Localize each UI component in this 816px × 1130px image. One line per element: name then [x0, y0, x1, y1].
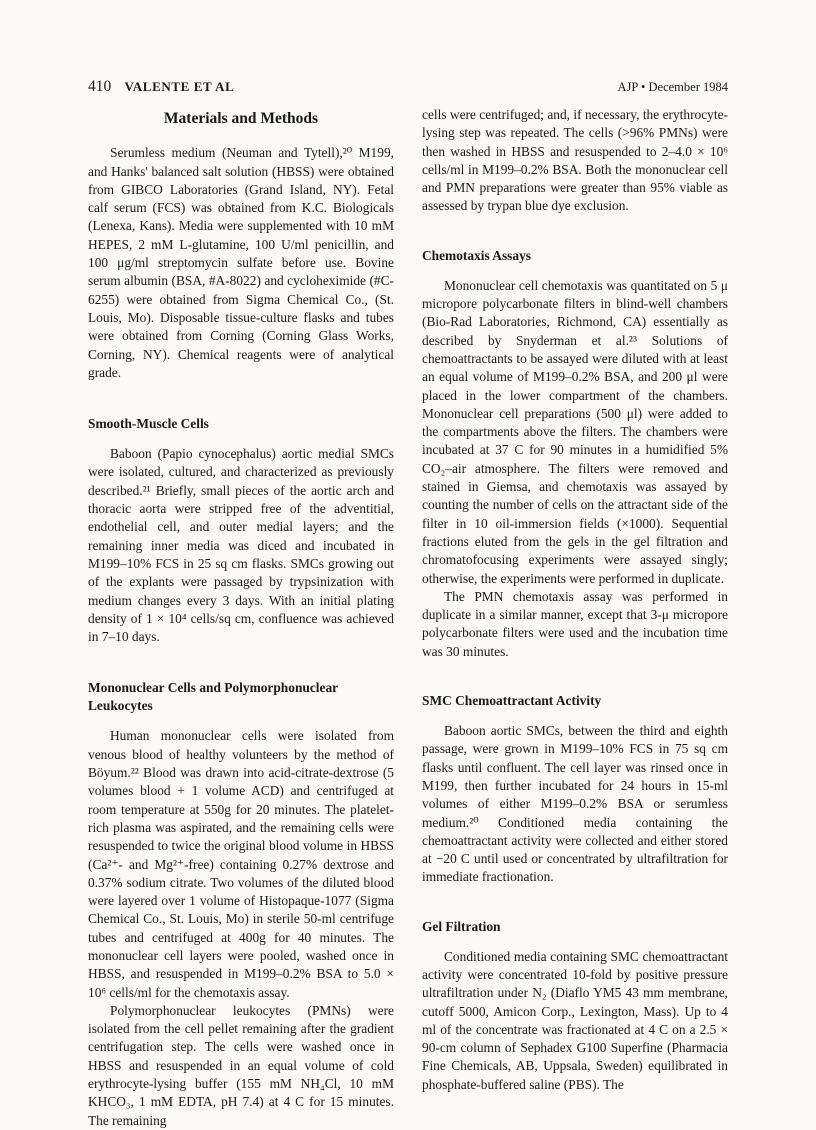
mononuclear-paragraph: Human mononuclear cells were isolated from venous blood of healthy volunteers by the method of Böyum.²² Blood was drawn into acid-citrate-dextrose (5 volumes blood + 1 volume ACD) and centrifuged at room temperature at 550g for 20 minutes. The platelet-rich plasma was aspirated, and the remaining cells were resuspended to twice the original blood volume in HBSS (Ca²⁺- and Mg²⁺-free) containing 0.27% dextrose and 0.37% sodium citrate. Two volumes of the diluted blood were layered over 1 volume of Histopaque-1077 (Sigma Chemical Co., St. Louis, Mo) in sterile 50-ml centrifuge tubes and centrifuged at 400g for 40 minutes. The mononuclear cell layers were pooled, washed once in HBSS, and resuspended in M199–0.2% BSA to 5.0 × 10⁶ cells/ml for the chemotaxis assay.: [88, 728, 394, 1000]
materials-paragraph: Serumless medium (Neuman and Tytell),²⁰ M199, and Hanks' balanced salt solution (HBSS) were obtained from GIBCO Laboratories (Grand Island, NY). Fetal calf serum (FCS) was obtained from K.C. Biologicals (Lenexa, Kans). Media were supplemented with 10 mM HEPES, 2 mM L-glutamine, 100 U/ml penicillin, and 100 μg/ml streptomycin sulfate before use. Bovine serum albumin (BSA, #A-8022) and cycloheximide (#C-6255) were obtained from Sigma Chemical Co., (St. Louis, Mo). Disposable tissue-culture flasks and tubes were obtained from Corning (Corning Glass Works, Corning, NY). Chemical reagents were of analytical grade.: [88, 145, 394, 380]
section-title-materials-methods: Materials and Methods: [163, 110, 319, 127]
heading-smc-chemoattractant: SMC Chemoattractant Activity: [422, 693, 602, 709]
heading-mononuclear-cells: Mononuclear Cells and Polymorphonuclear Leukocytes: [88, 680, 338, 714]
running-head: [88, 78, 728, 96]
heading-smooth-muscle-cells: Smooth-Muscle Cells: [88, 416, 209, 432]
heading-gel-filtration: Gel Filtration: [422, 918, 501, 934]
journal-info: AJP • December 1984: [617, 80, 728, 94]
pmn-paragraph: Polymorphonuclear leukocytes (PMNs) were isolated from the cell pellet remaining after the gradient centrifugation step. The cells were washed once in HBSS and resuspended in an equal volume of cold erythrocyte-lysing buffer (155 mM NH₄Cl, 10 mM KHCO₃, 1 mM EDTA, pH 7.4) at 4 C for 15 minutes. The remaining: [88, 1002, 394, 1128]
right-column: [422, 106, 728, 1094]
page-number: 410: [88, 78, 112, 95]
running-authors: VALENTE ET AL: [124, 79, 235, 94]
chemotaxis-paragraph: Mononuclear cell chemotaxis was quantitated on 5 μ micropore polycarbonate filters in blind-well chambers (Bio-Rad Laboratories, Richmond, CA) essentially as described by Snyderman et al.²³ Solutions of chemoattractants to be assayed were diluted with at least an equal volume of M199–0.2% BSA, and 200 μl were placed in the lower compartment of the chambers. Mononuclear cell preparations (500 μl) were added to the compartments above the filters. The chambers were incubated at 37 C for 90 minutes in a humidified 5% CO₂–air atmosphere. The filters were removed and stained in Giemsa, and chemotaxis was assayed by counting the number of cells on the attractant side of the filter in 10 oil-immersion fields (×1000). Sequential fractions eluted from the gels in the gel filtration and chromatofocusing experiments were assayed singly; otherwise, the experiments were performed in duplicate.: [422, 277, 728, 586]
smc-chemoattractant-paragraph: Baboon aortic SMCs, between the third and eighth passage, were grown in M199–10% FCS in 75 sq cm flasks until confluent. The cell layer was rinsed once in M199, then further incubated for 24 hours in 15-ml volumes of either M199–0.2% BSA or serumless medium.²⁰ Conditioned media containing the chemoattractant activity were collected and either stored at −20 C until used or concentrated by ultrafiltration for immediate fractionation.: [422, 723, 728, 885]
pmn-chemotaxis-paragraph: The PMN chemotaxis assay was performed in duplicate in a similar manner, except that 3-μ micropore polycarbonate filters were used and the incubation time was 30 minutes.: [422, 588, 728, 659]
gel-filtration-paragraph: Conditioned media containing SMC chemoattractant activity were concentrated 10-fold by positive pressure ultrafiltration under N₂ (Diaflo YM5 43 mm membrane, cutoff 5000, Amicon Corp., Lexington, Mass). Up to 4 ml of the concentrate was fractionated at 4 C on a 2.5 × 90-cm column of Sephadex G100 Superfine (Pharmacia Fine Chemicals, AB, Uppsala, Sweden) equilibrated in phosphate-buffered saline (PBS). The: [422, 948, 728, 1092]
heading-chemotaxis-assays: Chemotaxis Assays: [422, 247, 531, 263]
smc-paragraph: Baboon (Papio cynocephalus) aortic medial SMCs were isolated, cultured, and characterized as previously described.²¹ Briefly, small pieces of the aortic arch and thoracic aorta were stripped free of the adventitial, endothelial cell, and outer medial layers; and the remaining inner media was diced and incubated in M199–10% FCS in 25 sq cm flasks. SMCs growing out of the explants were passaged by trypsinization with medium changes every 3 days. With an initial plating density of 1 × 10⁴ cells/sq cm, confluence was achieved in 7–10 days.: [88, 446, 394, 645]
pmn-continued-paragraph: cells were centrifuged; and, if necessary, the erythrocyte-lysing step was repeated. The cells (>96% PMNs) were then washed in HBSS and resuspended to 2–4.0 × 10⁶ cells/ml in M199–0.2% BSA. Both the mononuclear cell and PMN preparations were greater than 95% viable as assessed by trypan blue dye exclusion.: [422, 107, 728, 214]
left-column: [88, 106, 394, 1130]
